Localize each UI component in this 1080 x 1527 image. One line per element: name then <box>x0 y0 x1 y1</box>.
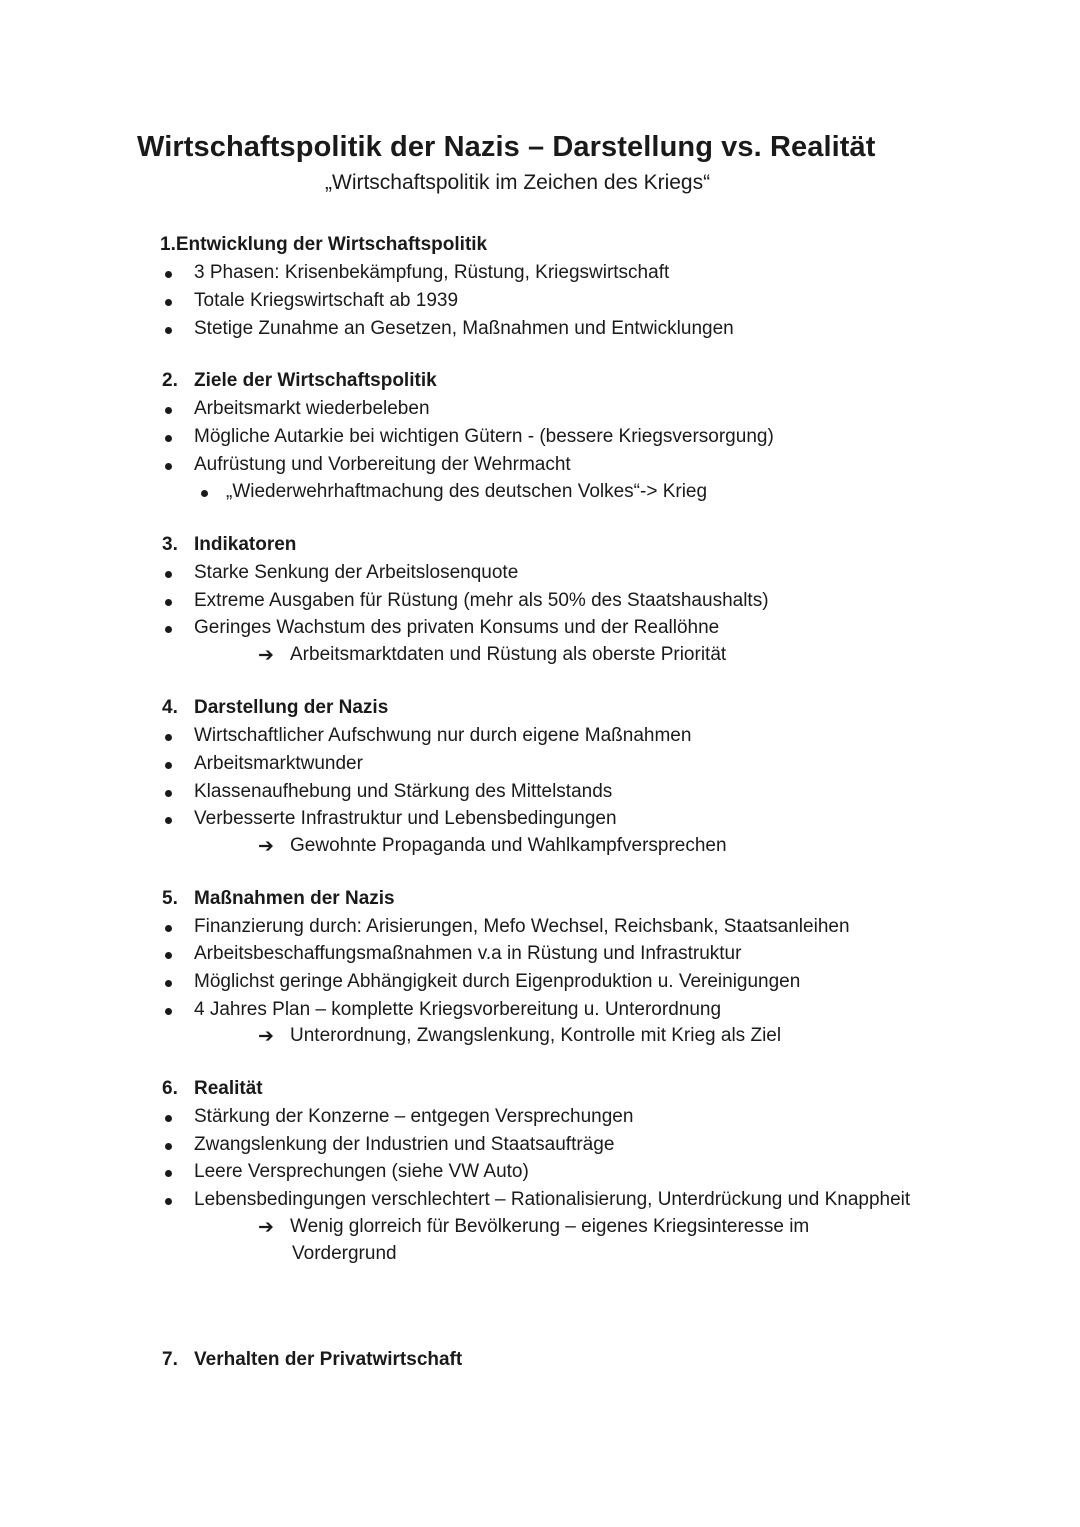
bullet-icon <box>165 734 172 741</box>
bullet-icon <box>165 1170 172 1177</box>
right-arrow-icon: ➔ <box>258 645 274 666</box>
bullet-icon <box>165 1008 172 1015</box>
list-item-text: Finanzierung durch: Arisierungen, Mefo Wechsel, Reichsbank, Staatsanleihen <box>194 916 850 937</box>
right-arrow-icon: ➔ <box>258 1217 274 1238</box>
list-item-text: Arbeitsmarktwunder <box>194 753 363 774</box>
list-item-text: Aufrüstung und Vorbereitung der Wehrmacht <box>194 454 571 475</box>
bullet-icon <box>165 327 172 334</box>
section-title: Realität <box>194 1078 263 1099</box>
list-item-text: Verbesserte Infrastruktur und Lebensbedingungen <box>194 808 617 829</box>
bullet-icon <box>201 490 208 497</box>
bullet-icon <box>165 463 172 470</box>
bullet-icon <box>165 299 172 306</box>
list-item-text: Wirtschaftlicher Aufschwung nur durch eigene Maßnahmen <box>194 725 692 746</box>
list-item-text: „Wiederwehrhaftmachung des deutschen Volkes“-> Krieg <box>226 481 708 502</box>
list-item-text: Stärkung der Konzerne – entgegen Versprechungen <box>194 1106 634 1127</box>
conclusion-text: Wenig glorreich für Bevölkerung – eigenes Kriegsinteresse im <box>290 1216 810 1237</box>
list-item-text: Arbeitsbeschaffungsmaßnahmen v.a in Rüstung und Infrastruktur <box>194 943 742 964</box>
section-title: Entwicklung der Wirtschaftspolitik <box>175 234 488 255</box>
list-item-text: Leere Versprechungen (siehe VW Auto) <box>194 1161 529 1182</box>
list-item-text: Arbeitsmarkt wiederbeleben <box>194 398 430 419</box>
section-number: 5. <box>162 888 178 909</box>
bullet-icon <box>165 571 172 578</box>
list-item-text: Geringes Wachstum des privaten Konsums und der Reallöhne <box>194 617 720 638</box>
list-item-text: 4 Jahres Plan – komplette Kriegsvorbereitung u. Unterordnung <box>194 999 722 1020</box>
conclusion-text: Vordergrund <box>292 1243 397 1264</box>
section-title: Maßnahmen der Nazis <box>194 888 395 909</box>
list-item-text: Stetige Zunahme an Gesetzen, Maßnahmen und Entwicklungen <box>194 318 734 339</box>
list-item-text: Mögliche Autarkie bei wichtigen Gütern - (bessere Kriegsversorgung) <box>194 426 774 447</box>
bullet-icon <box>165 271 172 278</box>
list-item-text: Lebensbedingungen verschlechtert – Rationalisierung, Unterdrückung und Knappheit <box>194 1189 911 1210</box>
bullet-icon <box>165 1115 172 1122</box>
section-number: 3. <box>162 534 178 555</box>
page-title: Wirtschaftspolitik der Nazis – Darstellung vs. Realität <box>137 131 876 163</box>
section-title: Darstellung der Nazis <box>194 697 389 718</box>
page-subtitle: „Wirtschaftspolitik im Zeichen des Kriegs“ <box>325 171 711 194</box>
section-title: Verhalten der Privatwirtschaft <box>194 1349 463 1370</box>
section-number: 6. <box>162 1078 178 1099</box>
bullet-icon <box>165 762 172 769</box>
conclusion-text: Arbeitsmarktdaten und Rüstung als oberste Priorität <box>290 644 727 665</box>
bullet-icon <box>165 952 172 959</box>
bullet-icon <box>165 980 172 987</box>
right-arrow-icon: ➔ <box>258 1026 274 1047</box>
bullet-icon <box>165 925 172 932</box>
bullet-icon <box>165 1198 172 1205</box>
section-number: 1. <box>160 234 176 255</box>
section-1-heading <box>160 234 487 256</box>
bullet-icon <box>165 435 172 442</box>
list-item-text: Zwangslenkung der Industrien und Staatsaufträge <box>194 1134 615 1155</box>
bullet-icon <box>165 407 172 414</box>
conclusion-text: Unterordnung, Zwangslenkung, Kontrolle mit Krieg als Ziel <box>290 1025 782 1046</box>
section-title: Ziele der Wirtschaftspolitik <box>194 370 437 391</box>
conclusion-text: Gewohnte Propaganda und Wahlkampfversprechen <box>290 835 727 856</box>
bullet-icon <box>165 817 172 824</box>
section-number: 2. <box>162 370 178 391</box>
section-title: Indikatoren <box>194 534 297 555</box>
list-item-text: Totale Kriegswirtschaft ab 1939 <box>194 290 459 311</box>
list-item-text: 3 Phasen: Krisenbekämpfung, Rüstung, Kriegswirtschaft <box>194 262 670 283</box>
section-number: 4. <box>162 697 178 718</box>
section-number: 7. <box>162 1349 178 1370</box>
bullet-icon <box>165 790 172 797</box>
list-item-text: Klassenaufhebung und Stärkung des Mittelstands <box>194 781 613 802</box>
list-item-text: Extreme Ausgaben für Rüstung (mehr als 50% des Staatshaushalts) <box>194 590 769 611</box>
list-item-text: Starke Senkung der Arbeitslosenquote <box>194 562 519 583</box>
list-item-text: Möglichst geringe Abhängigkeit durch Eigenproduktion u. Vereinigungen <box>194 971 801 992</box>
bullet-icon <box>165 1143 172 1150</box>
bullet-icon <box>165 626 172 633</box>
bullet-icon <box>165 599 172 606</box>
right-arrow-icon: ➔ <box>258 836 274 857</box>
